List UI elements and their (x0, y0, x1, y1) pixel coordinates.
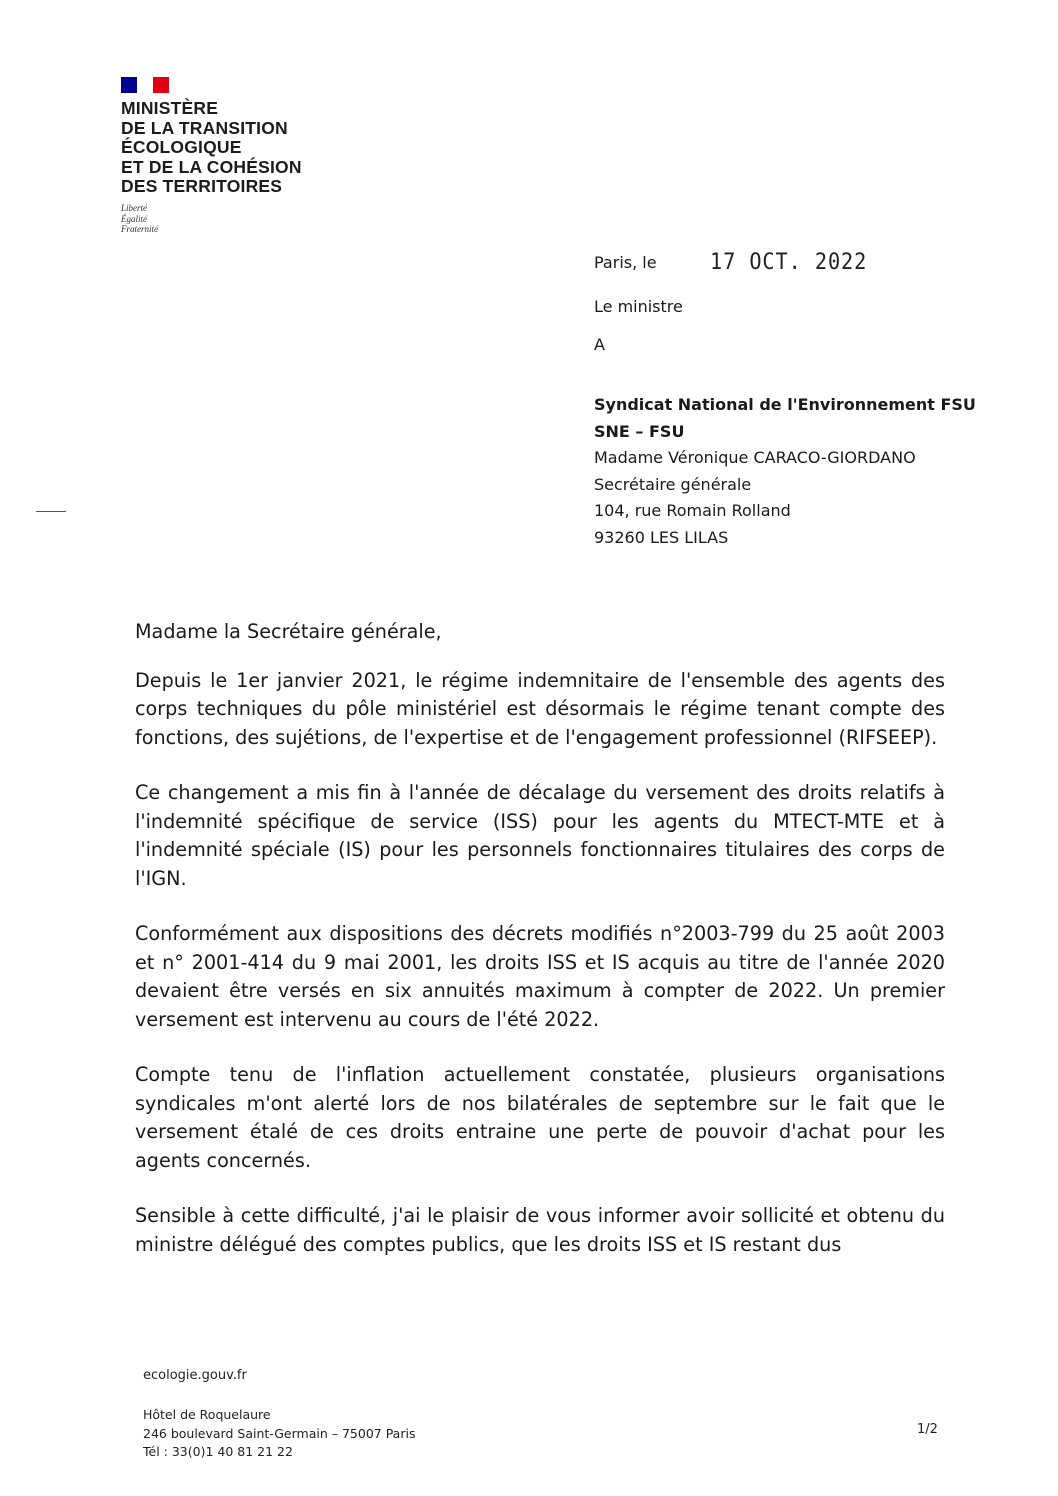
recipient-name: Madame Véronique CARACO-GIORDANO (594, 448, 916, 467)
ministry-line: ÉCOLOGIQUE (121, 137, 242, 157)
letter-body (135, 618, 945, 1259)
ministry-line: MINISTÈRE (121, 98, 219, 118)
footer-address-line: Hôtel de Roquelaure (143, 1407, 271, 1422)
sender: Le ministre (594, 297, 683, 316)
footer-website: ecologie.gouv.fr (143, 1368, 247, 1383)
place-label: Paris, le (594, 253, 657, 272)
ministry-line: DES TERRITOIRES (121, 176, 283, 196)
recipient-address (594, 392, 976, 551)
fold-mark (36, 511, 66, 512)
flag-blue-stripe (121, 77, 137, 93)
date-stamp: 17 OCT. 2022 (710, 250, 868, 275)
ministry-line: DE LA TRANSITION (121, 117, 288, 138)
footer-address-line: 246 boulevard Saint-Germain – 75007 Paris (143, 1425, 416, 1441)
motto-line: Égalité (121, 213, 147, 224)
ministry-line: ET DE LA COHÉSION (121, 156, 302, 177)
recipient-street: 104, rue Romain Rolland (594, 501, 791, 520)
paragraph: Conformément aux dispositions des décrets modifiés n°2003-799 du 25 août 2003 et n° 2001-414 du 9 mai 2001, les droits ISS et IS acquis au titre de l'année 2020 devaient être versés en six annuités maximum à compter de 2022. Un premier versement est intervenu au cours de l'été 2022. (135, 922, 945, 1031)
addressee-prefix: A (594, 335, 605, 354)
page-number: 1/2 (917, 1422, 938, 1437)
motto-line: Liberté (121, 203, 147, 213)
paragraph: Depuis le 1er janvier 2021, le régime indemnitaire de l'ensemble des agents des corps techniques du pôle ministériel est désormais le régime tenant compte des fonctions, des sujétions, de l'expertise et de l'engagement professionnel (RIFSEEP). (135, 668, 945, 749)
paragraph: Sensible à cette difficulté, j'ai le plaisir de vous informer avoir sollicité et obtenu du ministre délégué des comptes publics, que les droits ISS et IS restant dus (135, 1204, 945, 1256)
recipient-title: Secrétaire générale (594, 474, 752, 494)
recipient-acronym: SNE – FSU (594, 421, 685, 441)
ministry-name (121, 99, 302, 197)
footer-address (143, 1406, 415, 1462)
salutation: Madame la Secrétaire générale, (135, 620, 442, 643)
footer-address-line: Tél : 33(0)1 40 81 21 22 (143, 1444, 293, 1459)
republique-francaise-flag-icon (121, 77, 169, 93)
flag-red-stripe (153, 77, 169, 93)
paragraph: Compte tenu de l'inflation actuellement constatée, plusieurs organisations syndicales m'ont alerté lors de nos bilatérales de septembre sur le fait que le versement étalé de ces droits entraine une perte de pouvoir d'achat pour les agents concernés. (135, 1063, 945, 1172)
flag-white-stripe (137, 77, 153, 93)
recipient-organisation: Syndicat National de l'Environnement FSU (594, 395, 976, 414)
motto-line: Fraternité (121, 224, 158, 234)
paragraph: Ce changement a mis fin à l'année de décalage du versement des droits relatifs à l'indemnité spécifique de service (ISS) pour les agents du MTECT-MTE et à l'indemnité spéciale (IS) pour les personnels fonctionnaires titulaires des corps de l'IGN. (135, 781, 945, 890)
republic-motto (121, 203, 158, 235)
recipient-city: 93260 LES LILAS (594, 527, 729, 547)
